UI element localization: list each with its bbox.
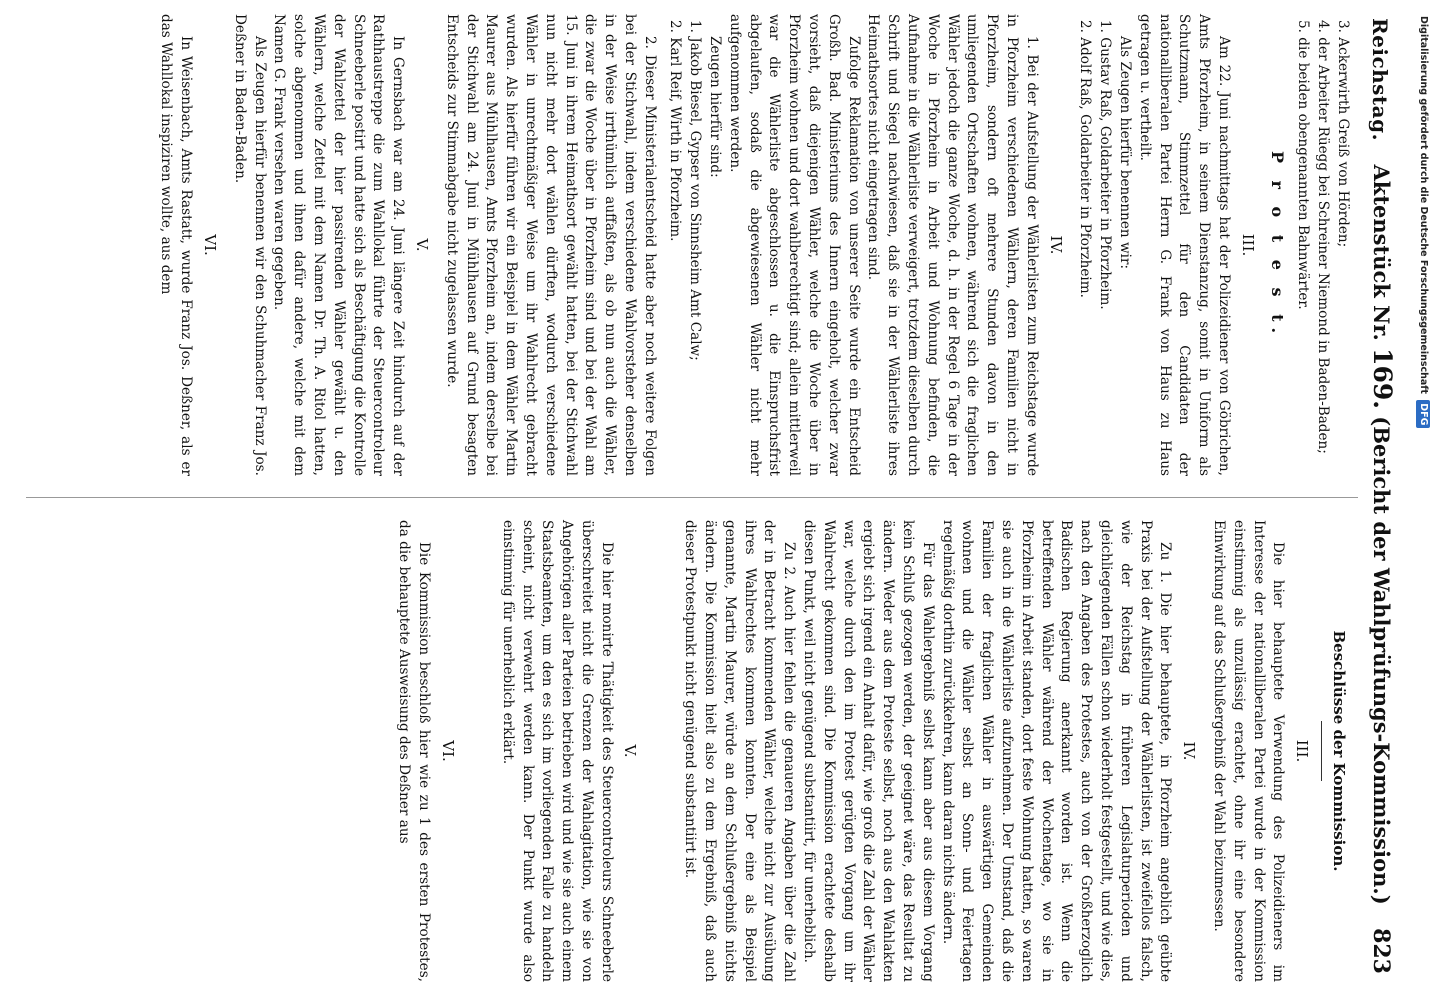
intro-item: 4. der Arbeiter Rüegg bei Schreiner Niemond in Baden-Baden; — [1315, 20, 1332, 454]
section-title: IV. — [1180, 741, 1199, 761]
header-prefix: Aktenstück Nr. — [1369, 164, 1394, 341]
dfg-logo: DFG — [1416, 400, 1430, 428]
witness-item: 1. Gustav Raß, Goldarbeiter in Pforzheim. — [1097, 20, 1114, 310]
witness-paragraph: Als Zeugen hierfür benennen wir den Schuhmacher Franz Jos. Deßner in Baden-Baden. — [231, 14, 268, 476]
section-paragraph: In Weisenbach, Amts Rastatt, wurde Franz Jos. Deßner, als er das Wahllokal inspiziren wollte, aus dem — [158, 14, 195, 476]
header-center — [1368, 141, 1397, 928]
rotated-document-page — [16, 0, 1416, 1000]
section-title: VI. — [200, 234, 219, 256]
header-number: 169. — [1368, 348, 1397, 409]
section-title: V. — [412, 238, 431, 252]
section-paragraph: Zu 2. Auch hier fehlen die genaueren Angaben über die Zahl der in Betracht kommenden Wähler, welche nicht zur Ausübung ihres Wahlrechtes kommen konnten. Der eine als Beispiel genannte, Martin Maurer, würde an dem Schlußergebniß nichts ändern. Die Kommission hielt also zu dem Ergebniß, daß auch dieser Protestpunkt nicht genügend substantiirt ist. — [682, 520, 798, 982]
column-divider — [26, 497, 1358, 498]
section-title: VI. — [438, 740, 457, 762]
intro-item: 3. Ackerwirth Greiß von Hörden; — [1335, 20, 1351, 248]
section-paragraph: 2. Dieser Ministerialentscheid hatte aber noch weitere Folgen bei der Stichwahl, indem verschiedene Wahlvorsteher denselben in der Weise irrthümlich auffaßten, als ob nun auch die Wähler, die zwar die Woche über in Pforzheim sind und bei der Wahl am 15. Juni in ihrem Heimathsort gewählt hatten, bei der Stichwahl nun nicht mehr dort wählen dürften, wodurch verschiedene Wähler in unrechtmäßiger Weise um ihr Wahlrecht gebracht wurden. Als hierfür führen wir ein Beispiel in dem Wähler Martin Maurer aus Mühlhausen, Amts Pforzheim an, indem derselbe bei der Stichwahl am 24. Juni in Mühlhausen auf Grund besagten Entscheids zur Stimmabgabe nicht zugelassen wurde. — [443, 14, 658, 476]
section-title: III. — [1293, 739, 1312, 763]
section-paragraph: Für das Wahlergebniß selbst kann aber aus diesem Vorgang kein Schluß gezogen werden, der geeignet wäre, das Resultat zu ändern. Weder aus dem Proteste selbst, noch aus den Wahlakten ergiebt sich irgend ein Anhalt dafür, wie groß die Zahl der Wähler war, welche durch den im Protest gerügten Vorgang um ihr Wahlrecht gekommen sind. Die Kommission erachtete deshalb diesen Punkt, weil nicht genügend substantiirt, für unerheblich. — [801, 520, 936, 982]
witness-item: 2. Karl Reif, Wirth in Pforzheim. — [667, 20, 684, 242]
section-paragraph: Die hier behauptete Verwendung des Polizeidieners im Interesse der nationalliberalen Partei wurde in der Kommission einstimmig als unzulässig erachtet, ohne ihr eine besondere Einwirkung auf das Schlußergebniß der Wahl beizumessen. — [1211, 520, 1287, 982]
protest-title: P r o t e s t. — [1267, 150, 1287, 340]
section-paragraph: Zu 1. Die hier behauptete, in Pforzheim angeblich geübte Praxis bei der Aufstellung der Wählerlisten, ist zweifellos falsch, wie der Reichstag in früheren Legislaturperioden und gleichliegenden Fällen schon wiederholt festgestellt, und wie dies, nach den Angaben des Protestes, auch von der Großherzoglich Badischen Regierung anerkannt worden ist. Wenn die betreffenden Wähler während der Wochentage, wo sie in Pforzheim in Arbeit standen, dort feste Wohnung hatten, so waren sie auch in die Wählerliste aufzunehmen. Der Umstand, daß die Familien der fraglichen Wähler in auswärtigen Gemeinden wohnen und die Wähler selbst an Sonn- und Feiertagen regelmäßig dorthin zurückkehren, kann daran nichts ändern. — [939, 520, 1174, 982]
right-column-decisions — [24, 520, 1352, 982]
witness-item: 2. Adolf Raß, Goldarbeiter in Pforzheim. — [1077, 20, 1094, 298]
witness-item: 1. Jakob Biesel, Gypser von Sinnsheim Amt Calw; — [687, 20, 704, 361]
witness-intro: Als Zeugen hierfür benennen wir: — [1117, 36, 1134, 270]
credit-text: Digitalisierung gefördert durch die Deutsche Forschungsgemeinschaft — [1418, 16, 1429, 394]
witness-intro: Zeugen hierfür sind: — [707, 36, 724, 178]
left-column-protest — [24, 14, 1352, 476]
section-paragraph: 1. Bei der Aufstellung der Wählerlisten zum Reichstage wurde in Pforzheim verschiedenen Wählern, deren Familien nicht in Pforzheim, sondern oft mehrere Stunden davon in den umliegenden Ortschaften wohnen, während sich die fraglichen Wähler jedoch die ganze Woche, d. h. in der Regel 6 Tage in der Woche in Pforzheim in Arbeit und Wohnung befinden, die Aufnahme in die Wählerliste verweigert, trotzdem dieselben durch Schrift und Siegel nachwiesen, daß sie in der Wählerliste ihres Heimathsortes nicht eingetragen sind. — [865, 14, 1040, 476]
section-title: IV. — [1046, 235, 1065, 255]
section-paragraph: In Gernsbach war am 24. Juni längere Zeit hindurch auf der Rathhaustreppe die zum Wahllokal führte der Steuercontroleur Schneeberle postirt und hatte sich als Beschäftigung die Kontrolle der Wahlzettel der hier passirenden Wähler gewählt u. den Wählern, welche Zettel mit dem Namen Dr. Th. A. Ritol hatten, solche abgenommen und ihnen dafür andere, welche mit dem Namen G. Frank versehen waren gegeben. — [271, 14, 407, 476]
section-paragraph: Zufolge Reklamation von unserer Seite wurde ein Entscheid Großh. Bad. Ministeriums des Innern eingeholt, welcher zwar vorsieht, daß diejenigen Wähler, welche die Woche über in Pforzheim wohnen und dort wahlberechtigt sind; allein mittlerweil war die Wählerliste abgeschlossen u. die Einspruchsfrist abgelaufen, sodaß die abgewiesenen Wähler nicht mehr aufgenommen werden. — [726, 14, 862, 476]
section-paragraph: Die hier monirte Thätigkeit des Steuercontroleurs Schneeberle überschreitet nicht die Grenzen der Wahlagitation, wie sie von Angehörigen aller Parteien betrieben wird und wie sie auch einem Staatsbeamten, um den es sich im vorliegenden Falle zu handeln scheint, nicht verwehrt werden kann. Der Punkt wurde also einstimmig für unerheblich erklärt. — [499, 520, 615, 982]
section-paragraph: Am 22. Juni nachmittags hat der Polizeidiener von Göbrichen, Amts Pforzheim, in seinem Dienstanzug, somit in Uniform als Schutzmann, Stimmzettel für den Candidaten der nationalliberalen Partei Herrn G. Frank von Haus zu Haus getragen u. vertheilt. — [1136, 14, 1233, 476]
title-rule — [1321, 721, 1322, 781]
page-header — [1368, 18, 1404, 974]
header-suffix: (Bericht der Wahlprüfungs-Kommission.) — [1369, 416, 1394, 905]
section-title: V. — [621, 744, 640, 758]
section-paragraph: Die Kommission beschloß hier wie zu 1 des ersten Protestes, da die behauptete Ausweisung des Deßner aus — [396, 520, 433, 982]
section-title: III. — [1238, 233, 1257, 257]
header-left: Reichstag. — [1368, 18, 1392, 142]
decisions-title: Beschlüsse der Kommission. — [1330, 630, 1348, 872]
digitization-credit — [1418, 16, 1432, 984]
intro-item: 5. die beiden obengenannten Bahnwärter. — [1295, 20, 1312, 310]
page-number: 823 — [1368, 928, 1394, 974]
